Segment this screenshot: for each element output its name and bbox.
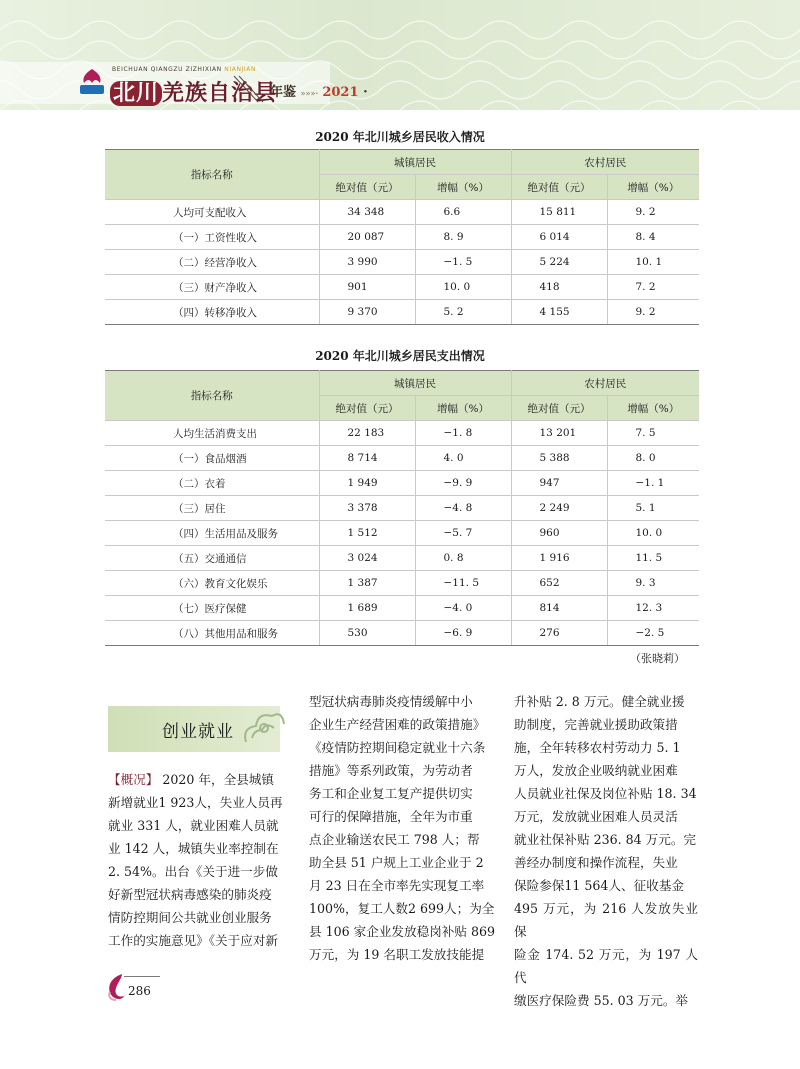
- urban-abs-cell: 3 378: [319, 496, 415, 521]
- rural-growth-cell: 11. 5: [607, 546, 699, 571]
- urban-growth-cell: −1. 5: [415, 250, 511, 275]
- table-row: [105, 596, 699, 621]
- urban-abs-cell: 1 689: [319, 596, 415, 621]
- urban-abs-cell: 3 024: [319, 546, 415, 571]
- indicator-header: 指标名称: [105, 371, 319, 421]
- row-name: （五）交通通信: [105, 546, 319, 571]
- rural-abs-cell: 1 916: [511, 546, 607, 571]
- text-column-3: [514, 690, 698, 1012]
- urban-abs-cell: 34 348: [319, 200, 415, 225]
- table-row: [105, 250, 699, 275]
- rural-abs-cell: 418: [511, 275, 607, 300]
- rural-abs-cell: 4 155: [511, 300, 607, 325]
- overview-text: 2020 年，全县城镇 新增就业1 923人，失业人员再 就业 331 人，就业困难人员就 业 142 人，城镇失业率控制在 2. 54%。出台《关于进一步做 好新型冠状病毒感染的肺炎疫 情防控期间公共就业创业服务 工作的实施意见》《关于应对新: [108, 772, 283, 948]
- rural-abs-cell: 947: [511, 471, 607, 496]
- rural-abs-cell: 2 249: [511, 496, 607, 521]
- urban-abs-cell: 901: [319, 275, 415, 300]
- urban-header: 城镇居民: [319, 371, 511, 396]
- rural-growth-cell: 5. 1: [607, 496, 699, 521]
- overview-keyword: 【概况】: [108, 772, 159, 787]
- urban-growth-cell: −4. 8: [415, 496, 511, 521]
- header-subtitle: BEICHUAN QIANGZU ZIZHIXIAN NIANJIAN: [112, 66, 257, 73]
- rural-abs-cell: 6 014: [511, 225, 607, 250]
- section-heading: [108, 706, 280, 752]
- body-text: 升补贴 2. 8 万元。健全就业援 助制度，完善就业援助政策措 施，全年转移农村劳动力 5. 1 万人，发放企业吸纳就业困难 人员就业社保及岗位补贴 18. 34 万元，发放就业困难人员灵活 就业社保补贴 236. 84 万元。完 善经办制度和操作流程，失业 保险参保11 564人、征收基金 495 万元，为 216 人发放失业保 险金 174. 52 万元，为 197 人代 缴医疗保险费 55. 03 万元。举: [514, 694, 698, 1008]
- row-name: （三）财产净收入: [105, 275, 319, 300]
- rural-growth-cell: 9. 2: [607, 200, 699, 225]
- row-name: （二）衣着: [105, 471, 319, 496]
- expense-table: [105, 370, 699, 646]
- row-name: （一）食品烟酒: [105, 446, 319, 471]
- page-rule: [124, 976, 160, 977]
- urban-abs-cell: 22 183: [319, 421, 415, 446]
- table-row: [105, 571, 699, 596]
- indicator-header: 指标名称: [105, 150, 319, 200]
- table-row: [105, 200, 699, 225]
- urban-abs-header: 绝对值（元）: [319, 396, 415, 421]
- urban-growth-cell: −5. 7: [415, 521, 511, 546]
- urban-abs-cell: 9 370: [319, 300, 415, 325]
- urban-abs-cell: 20 087: [319, 225, 415, 250]
- rural-abs-cell: 652: [511, 571, 607, 596]
- rural-growth-cell: 7. 5: [607, 421, 699, 446]
- table-row: [105, 300, 699, 325]
- divider-slash-icon: [232, 74, 266, 104]
- page-number: 286: [128, 984, 151, 998]
- rural-header: 农村居民: [511, 371, 699, 396]
- rural-growth-header: 增幅（%）: [607, 396, 699, 421]
- rural-abs-cell: 814: [511, 596, 607, 621]
- rural-abs-cell: 13 201: [511, 421, 607, 446]
- urban-growth-cell: 10. 0: [415, 275, 511, 300]
- urban-abs-cell: 1 387: [319, 571, 415, 596]
- rural-header: 农村居民: [511, 150, 699, 175]
- urban-abs-header: 绝对值（元）: [319, 175, 415, 200]
- urban-growth-cell: −11. 5: [415, 571, 511, 596]
- row-name: （四）转移净收入: [105, 300, 319, 325]
- county-logo-icon: [78, 67, 106, 97]
- urban-growth-cell: 5. 2: [415, 300, 511, 325]
- row-name: （八）其他用品和服务: [105, 621, 319, 646]
- table-row: [105, 546, 699, 571]
- row-name: （六）教育文化娱乐: [105, 571, 319, 596]
- rural-growth-cell: 12. 3: [607, 596, 699, 621]
- urban-growth-cell: −9. 9: [415, 471, 511, 496]
- urban-abs-cell: 1 512: [319, 521, 415, 546]
- row-name: （三）居住: [105, 496, 319, 521]
- row-name: 人均生活消费支出: [105, 421, 319, 446]
- body-text: 型冠状病毒肺炎疫情缓解中小 企业生产经营困难的政策措施》 《疫情防控期间稳定就业十六条 措施》等系列政策，为劳动者 务工和企业复工复产提供切实 可行的保障措施，全年为市重 点企业输送农民工 798 人；帮 助全县 51 户规上工业企业于 2 月 23 日在全市率先实现复工率 100%，复工人数2 699人；为全 县 106 家企业发放稳岗补贴 869 万元，为 19 名职工发放技能提: [309, 694, 496, 962]
- header-band: [0, 0, 800, 110]
- urban-growth-cell: 8. 9: [415, 225, 511, 250]
- urban-growth-cell: 6.6: [415, 200, 511, 225]
- cloud-ornament-icon: [240, 702, 286, 754]
- urban-growth-cell: −4. 0: [415, 596, 511, 621]
- rural-growth-cell: −1. 1: [607, 471, 699, 496]
- author-credit: （张晓莉）: [630, 652, 685, 665]
- rural-growth-cell: 10. 0: [607, 521, 699, 546]
- urban-abs-cell: 8 714: [319, 446, 415, 471]
- urban-growth-cell: −1. 8: [415, 421, 511, 446]
- text-column-1: [108, 768, 294, 952]
- table-row: [105, 225, 699, 250]
- urban-abs-cell: 1 949: [319, 471, 415, 496]
- table-row: [105, 496, 699, 521]
- rural-abs-cell: 276: [511, 621, 607, 646]
- rural-abs-cell: 5 224: [511, 250, 607, 275]
- rural-abs-cell: 5 388: [511, 446, 607, 471]
- table-row: [105, 521, 699, 546]
- row-name: （二）经营净收入: [105, 250, 319, 275]
- urban-abs-cell: 530: [319, 621, 415, 646]
- urban-header: 城镇居民: [319, 150, 511, 175]
- row-name: 人均可支配收入: [105, 200, 319, 225]
- row-name: （一）工资性收入: [105, 225, 319, 250]
- table-row: [105, 421, 699, 446]
- urban-growth-cell: 0. 8: [415, 546, 511, 571]
- urban-abs-cell: 3 990: [319, 250, 415, 275]
- rural-growth-cell: 8. 0: [607, 446, 699, 471]
- urban-growth-header: 增幅（%）: [415, 396, 511, 421]
- section-title: 创业就业: [162, 722, 234, 742]
- expense-table-caption: 2020 年北川城乡居民支出情况: [315, 349, 485, 363]
- table-row: [105, 621, 699, 646]
- rural-growth-cell: 10. 1: [607, 250, 699, 275]
- rural-growth-header: 增幅（%）: [607, 175, 699, 200]
- table-row: [105, 446, 699, 471]
- table-row: [105, 471, 699, 496]
- rural-growth-cell: 9. 3: [607, 571, 699, 596]
- urban-growth-cell: −6. 9: [415, 621, 511, 646]
- rural-growth-cell: −2. 5: [607, 621, 699, 646]
- text-column-2: [309, 690, 497, 966]
- rural-abs-cell: 960: [511, 521, 607, 546]
- yearbook-title: 北川 羌族自治县: [110, 76, 277, 107]
- table-row: [105, 275, 699, 300]
- rural-abs-header: 绝对值（元）: [511, 396, 607, 421]
- income-table: [105, 149, 699, 325]
- yearbook-year: 年鉴 »»»· 2021 ·: [270, 85, 368, 100]
- row-name: （七）医疗保健: [105, 596, 319, 621]
- rural-growth-cell: 7. 2: [607, 275, 699, 300]
- rural-abs-header: 绝对值（元）: [511, 175, 607, 200]
- urban-growth-cell: 4. 0: [415, 446, 511, 471]
- row-name: （四）生活用品及服务: [105, 521, 319, 546]
- urban-growth-header: 增幅（%）: [415, 175, 511, 200]
- rural-growth-cell: 9. 2: [607, 300, 699, 325]
- income-table-caption: 2020 年北川城乡居民收入情况: [315, 130, 485, 144]
- rural-abs-cell: 15 811: [511, 200, 607, 225]
- rural-growth-cell: 8. 4: [607, 225, 699, 250]
